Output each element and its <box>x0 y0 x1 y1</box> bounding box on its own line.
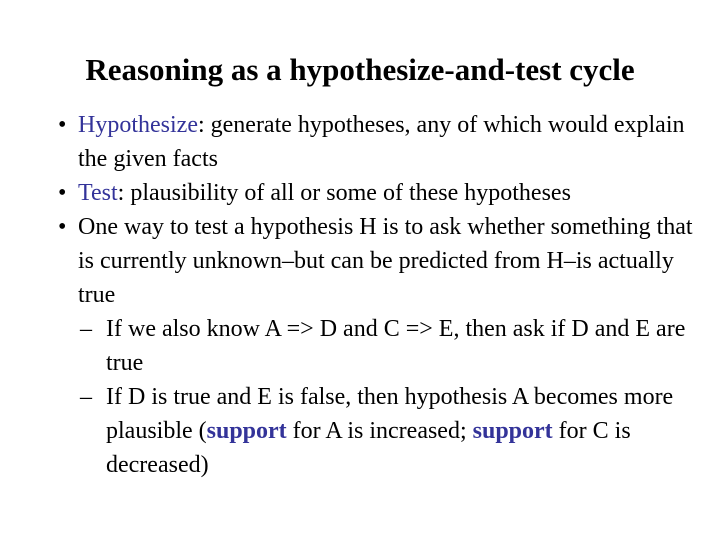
bullet-text: One way to test a hypothesis H is to ask whether something that is currently unknown–but can be predicted from H–is actually true <box>78 214 693 308</box>
keyword-hypothesize: Hypothesize <box>78 112 198 138</box>
bullet-mark: • <box>58 180 67 206</box>
sub-bullet-text: If we also know A => D and C => E, then ask if D and E are true <box>106 316 686 376</box>
keyword-test: Test <box>78 180 118 206</box>
sub-bullet-mark: – <box>80 384 92 410</box>
bullet-list <box>58 108 708 482</box>
sub-bullet-plausible <box>58 380 708 482</box>
bullet-text: : plausibility of all or some of these hypotheses <box>117 180 571 206</box>
bullet-mark: • <box>58 214 67 240</box>
slide-title: Reasoning as a hypothesize-and-test cycle <box>85 52 635 87</box>
bullet-hypothesize <box>58 108 708 176</box>
bullet-mark: • <box>58 112 67 138</box>
bullet-text: : generate hypotheses, any of which would explain the given facts <box>78 112 685 172</box>
sub-bullet-ask <box>58 312 708 380</box>
sub-bullet-mark: – <box>80 316 92 342</box>
keyword-support: support <box>472 418 553 444</box>
sub-bullet-text: for A is increased; <box>286 418 473 444</box>
sub-bullet-text: If D is true and E is false, then hypothesis A becomes more plausible ( <box>106 384 674 444</box>
sub-bullet-text: for C is decreased) <box>106 418 631 478</box>
bullet-one-way <box>58 210 708 312</box>
bullet-test <box>58 176 708 210</box>
keyword-support: support <box>206 418 287 444</box>
